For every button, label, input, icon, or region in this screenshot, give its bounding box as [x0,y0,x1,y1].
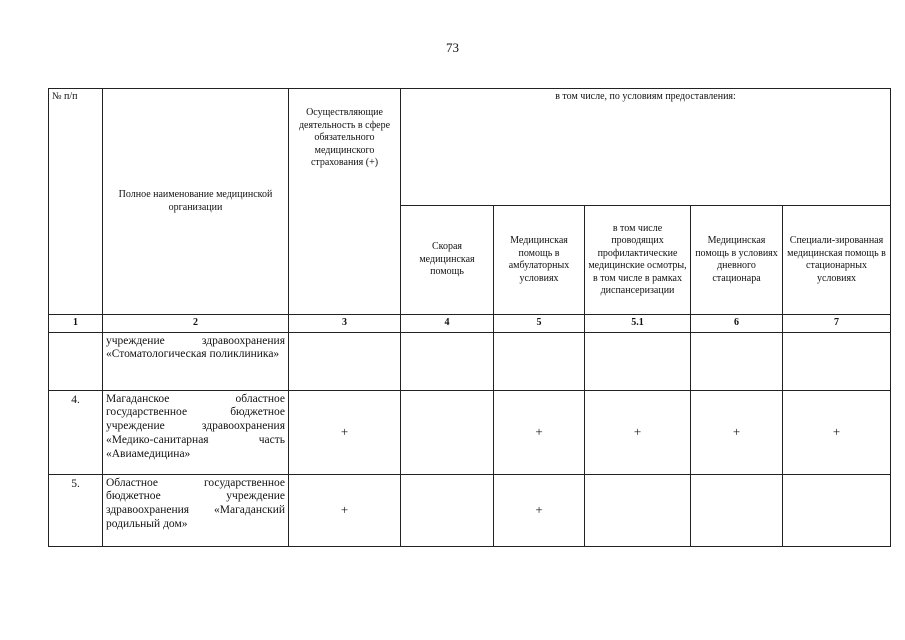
organization-name: учреждение здравоохранения «Стоматологическая поликлиника» [103,332,289,390]
table-row [49,390,891,474]
cell-emergency [401,474,494,546]
cell-oms [289,332,401,390]
table-row [49,332,891,390]
cell-inpatient: + [783,390,891,474]
column-numbers-row [49,315,891,333]
cell-oms: + [289,390,401,474]
col-number: 6 [691,315,783,333]
page-number: 73 [446,40,459,55]
header-sub-inpatient: Специали-зированная медицинская помощь в стационарных условиях [783,206,891,315]
cell-preventive [585,332,691,390]
col-number: 3 [289,315,401,333]
header-sub-day-hospital: Медицинская помощь в условиях дневного стационара [691,206,783,315]
col-number: 7 [783,315,891,333]
cell-day-hospital [691,332,783,390]
cell-outpatient [494,332,585,390]
col-number: 2 [103,315,289,333]
cell-preventive [585,474,691,546]
col-number: 1 [49,315,103,333]
organization-name: Областное государственное бюджетное учреждение здравоохранения «Магаданский родильный дом» [103,474,289,546]
cell-inpatient [783,332,891,390]
col-number: 4 [401,315,494,333]
cell-outpatient: + [494,474,585,546]
row-number [49,332,103,390]
header-col-oms: Осуществляющие деятельность в сфере обязательного медицинского страхования (+) [289,89,401,315]
cell-oms: + [289,474,401,546]
cell-inpatient [783,474,891,546]
header-col-number: № п/п [49,89,103,315]
col-number: 5 [494,315,585,333]
medical-organizations-table [48,88,891,547]
header-col-group: в том числе, по условиям предоставления: [401,89,891,206]
row-number: 4. [49,390,103,474]
header-row-1 [49,89,891,206]
cell-preventive: + [585,390,691,474]
cell-emergency [401,332,494,390]
header-sub-preventive: в том числе проводящих профилактические медицинские осмотры, в том числе в рамках диспансеризации [585,206,691,315]
header-sub-outpatient: Медицинская помощь в амбулаторных условиях [494,206,585,315]
cell-outpatient: + [494,390,585,474]
header-col-name: Полное наименование медицинской организации [103,89,289,315]
cell-day-hospital: + [691,390,783,474]
header-sub-emergency: Скорая медицинская помощь [401,206,494,315]
cell-day-hospital [691,474,783,546]
row-number: 5. [49,474,103,546]
organization-name: Магаданское областное государственное бюджетное учреждение здравоохранения «Медико-санитарная часть «Авиамедицина» [103,390,289,474]
table-row [49,474,891,546]
col-number: 5.1 [585,315,691,333]
cell-emergency [401,390,494,474]
